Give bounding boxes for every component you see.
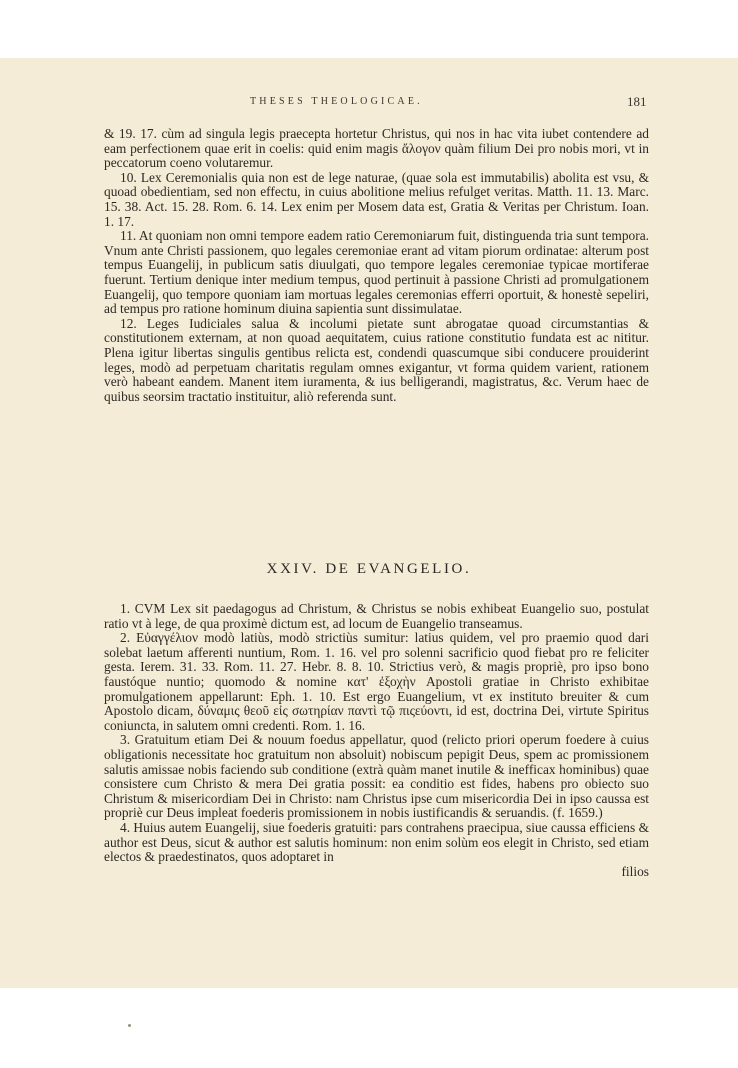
ink-speck [128,1024,131,1027]
section-heading: XXIV. DE EVANGELIO. [266,561,472,577]
running-title: THESES THEOLOGICAE. [250,96,423,107]
paragraph-2: 2. Εὐαγγέλιον modò latiùs, modò strictiùs sumitur: latius quidem, vel pro praemio quod dari solebat laetum afferenti nuntium, Rom. 1. 16. vel pro solenni sacrificio quod fiebat pro re feliciter gesta. Ierem. 31. 33. Rom. 11. 27. Hebr. 8. 8. 10. Strictius verò, & magis propriè, pro ipso bono faustóque nuntio; quomodo & nomine κατ' ἐξοχὴν Apostoli gratiae in Christo exhibitae promulgationem appellarunt: Eph. 1. 10. Est ergo Euangelium, vt ex instituto breuiter & cum Apostolo dicam, δύναμις θεοῦ εἰς σωτηρίαν παντὶ τῷ πιςεύοντι, id est, doctrina Dei, virtute Spiritus coniuncta, in salutem omni credenti. Rom. 1. 16. [104,630,649,733]
paragraph-10: 10. Lex Ceremonialis quia non est de lege naturae, (quae sola est immutabilis) abolita est vsu, & quoad obedientiam, sed non effectu, in cuius abolitione melius refulget veritas. Matth. 11. 13. Marc. 15. 38. Act. 15. 28. Rom. 6. 14. Lex enim per Mosem data est, Gratia & Veritas per Christum. Ioan. 1. 17. [104,169,649,229]
paragraph-12: 12. Leges Iudiciales salua & incolumi pietate sunt abrogatae quoad circumstantias & constitutionem externam, at non quoad aequitatem, cuius ratione constitutio fundata est ac nititur. Plena igitur libertas singulis gentibus relicta est, condendi quascumque sibi conducere prouiderint leges, modò ad perpetuam charitatis regulam omnes exigantur, vt forma quidem varient, rationem verò habeant eandem. Manent item iuramenta, & ius belligerandi, magistratus, &c. Verum haec de quibus seorsim tractatio instituitur, aliò referenda sunt. [104,315,649,404]
paragraph-11: 11. At quoniam non omni tempore eadem ratio Ceremoniarum fuit, distinguenda tria sunt tempora. Vnum ante Christi passionem, quo legales ceremoniae erant ad vitam piorum ordinatae: alterum post tempus Euangelij, in publicum satis diuulgati, quo tempore legales ceremoniae typicae mortiferae fuerunt. Tertium denique inter medium tempus, quod pertinuit à passione Christi ad promulgationem Euangelij, quo tempore quoniam iam mortuas legales ceremonias efferri oportuit, & honestè sepeliri, ad tempus pro ratione hominum diuina sapientia sunt dissimulatae. [104,228,649,317]
paragraph-continuation: & 19. 17. cùm ad singula legis praecepta hortetur Christus, qui nos in hac vita iubet contendere ad eam perfectionem quae erit in coelis: quid enim magis ἄλογον quàm filium Dei pro nobis mori, vt in peccatorum coeno volutaremur. [104,126,649,171]
paragraph-3: 3. Gratuitum etiam Dei & nouum foedus appellatur, quod (relicto priori operum foedere à cuius obligationis necessitate hoc gratuitum non absoluit) nobiscum pepigit Deus, spem ac promissionem salutis amissae nobis faciendo sub conditione (extrà quàm manet inutile & inefficax hominibus) quae consistere cum Christo & mera Dei gratia possit: ea conditio est fides, habens pro obiecto suo Christum & misericordiam Dei in Christo: nam Christus ipse cum misericordia Dei in ipso caussa est propriè cur Deus impleat foederis promissionem in nobis iustificandis & seruandis. (f. 1659.) [104,732,649,821]
paragraph-1: 1. CVM Lex sit paedagogus ad Christum, & Christus se nobis exhibeat Euangelio suo, postulat ratio vt à lege, de qua proximè dictum est, ad locum de Euangelio transeamus. [104,601,649,631]
paragraph-4: 4. Huius autem Euangelij, siue foederis gratuiti: pars contrahens praecipua, siue caussa efficiens & author est Deus, sicut & author est salutis hominum: non enim solùm eos elegit in Christo, sed etiam electos & praedestinatos, quos adoptaret in [104,819,649,865]
page-number: 181 [627,94,647,109]
catchword: filios [621,863,649,879]
running-header [0,96,738,114]
continued-text-block [104,127,649,404]
evangelio-text-block [104,602,649,879]
